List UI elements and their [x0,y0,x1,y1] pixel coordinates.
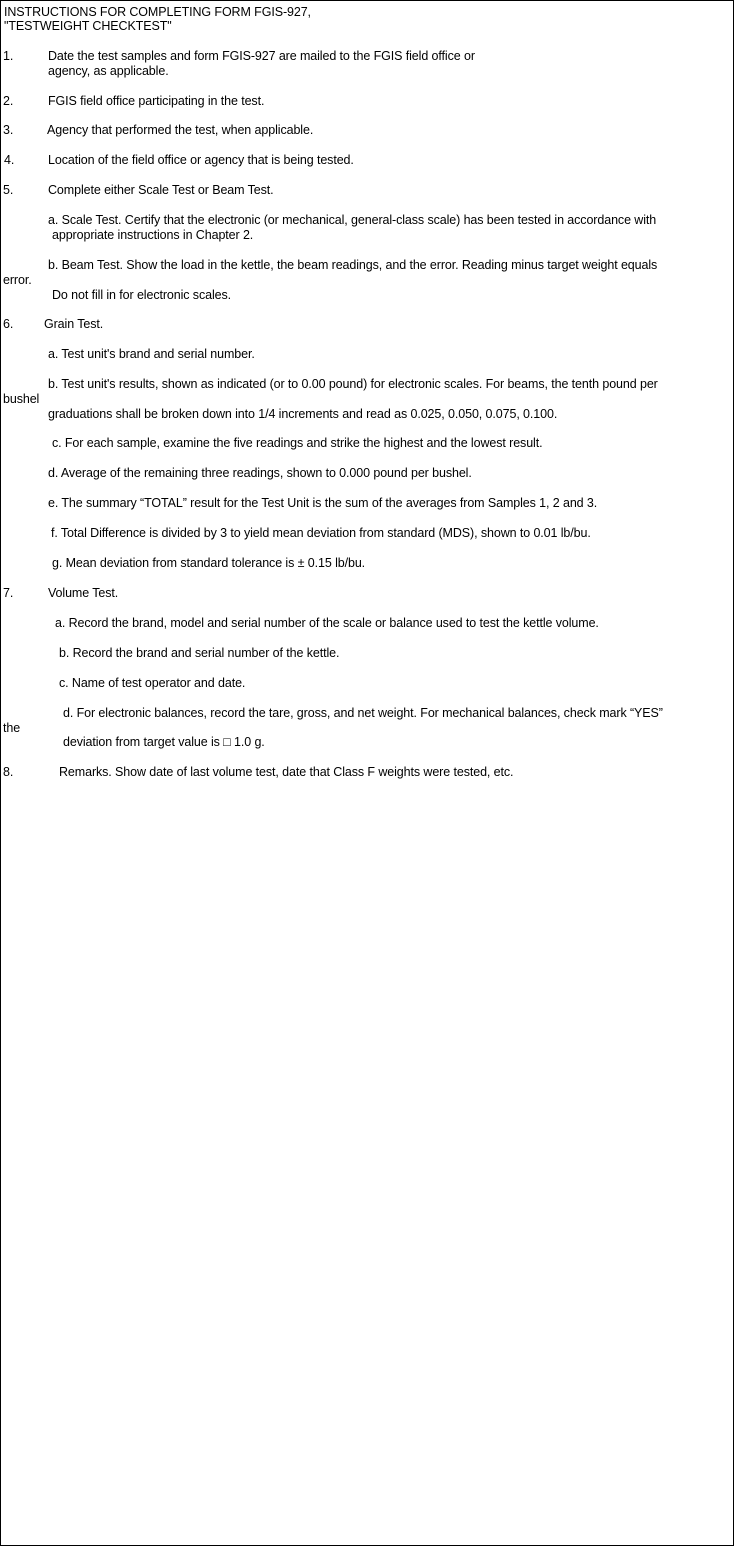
subitem-text: d. Average of the remaining three readings, shown to 0.000 pound per bushel. [48,466,472,480]
subitem-text: a. Record the brand, model and serial number of the scale or balance used to test the kettle volume. [55,616,599,630]
item-number: 5. [3,183,14,197]
subitem-text: c. Name of test operator and date. [59,676,246,690]
subitem-text: b. Record the brand and serial number of the kettle. [59,646,340,660]
subitem-text: d. For electronic balances, record the tare, gross, and net weight. For mechanical balances, check mark “YES” [63,706,663,720]
subitem-text: Do not fill in for electronic scales. [52,288,232,302]
subitem-text: f. Total Difference is divided by 3 to yield mean deviation from standard (MDS), shown to 0.01 lb/bu. [51,526,591,540]
subitem-text: bushel [3,392,40,406]
document-title-line-2: "TESTWEIGHT CHECKTEST" [4,19,172,33]
subitem-text: a. Test unit's brand and serial number. [48,347,255,361]
item-text: Date the test samples and form FGIS-927 are mailed to the FGIS field office or [48,49,475,63]
subitem-text: b. Beam Test. Show the load in the kettle, the beam readings, and the error. Reading minus target weight equals [48,258,658,272]
item-text: Complete either Scale Test or Beam Test. [48,183,274,197]
item-number: 3. [3,123,14,137]
item-number: 7. [3,586,14,600]
subitem-text: the [3,721,21,735]
subitem-text: a. Scale Test. Certify that the electronic (or mechanical, general-class scale) has been tested in accordance with [48,213,657,227]
subitem-text: error. [3,273,32,287]
item-text: Agency that performed the test, when applicable. [47,123,314,137]
item-text: FGIS field office participating in the test. [48,94,265,108]
subitem-text: g. Mean deviation from standard tolerance is ± 0.15 lb/bu. [52,556,366,570]
subitem-text: c. For each sample, examine the five readings and strike the highest and the lowest result. [52,436,543,450]
item-number: 2. [3,94,14,108]
subitem-text: appropriate instructions in Chapter 2. [52,228,254,242]
item-number: 1. [3,49,14,63]
subitem-text: e. The summary “TOTAL” result for the Test Unit is the sum of the averages from Samples 1, 2 and 3. [48,496,598,510]
item-text: agency, as applicable. [48,64,169,78]
item-text: Volume Test. [48,586,119,600]
item-text: Remarks. Show date of last volume test, date that Class F weights were tested, etc. [59,765,514,779]
item-text: Location of the field office or agency that is being tested. [48,153,354,167]
subitem-text: graduations shall be broken down into 1/4 increments and read as 0.025, 0.050, 0.075, 0.100. [48,407,558,421]
item-number: 4. [4,153,15,167]
document-title-line-1: INSTRUCTIONS FOR COMPLETING FORM FGIS-927, [4,5,311,19]
item-number: 6. [3,317,14,331]
item-text: Grain Test. [44,317,104,331]
subitem-text: deviation from target value is □ 1.0 g. [63,735,265,749]
subitem-text: b. Test unit's results, shown as indicated (or to 0.00 pound) for electronic scales. For beams, the tenth pound per [48,377,658,391]
item-number: 8. [3,765,14,779]
